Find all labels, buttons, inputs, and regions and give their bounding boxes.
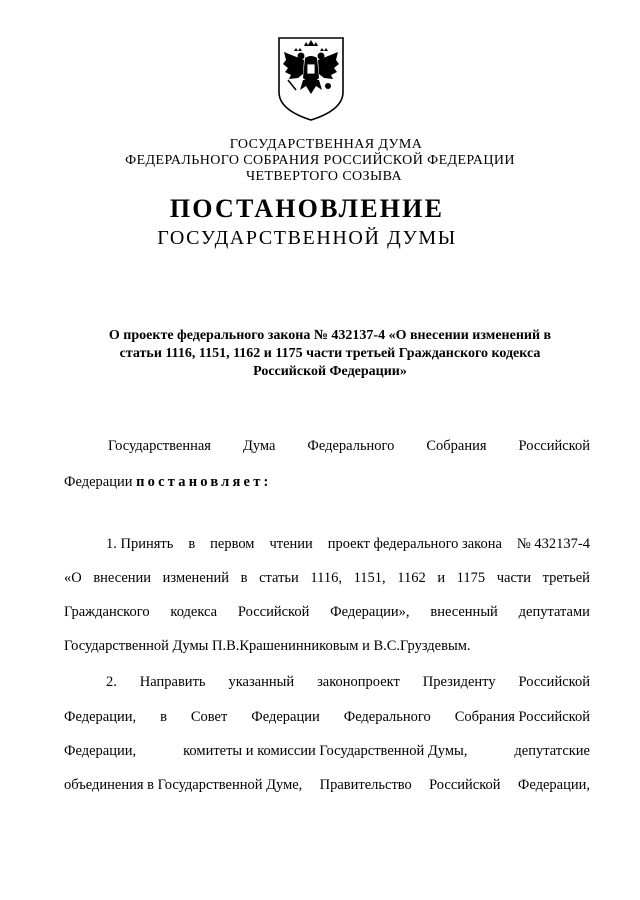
word: части bbox=[496, 570, 531, 586]
word: депутатские bbox=[514, 743, 590, 759]
item-1-line-1 bbox=[106, 535, 590, 553]
bill-title bbox=[60, 327, 600, 381]
word: объединения в Государственной Думе, bbox=[64, 777, 303, 793]
item-2-line-1 bbox=[106, 673, 590, 691]
word: Собрания Российской bbox=[454, 709, 590, 725]
preamble-line-2 bbox=[64, 473, 272, 491]
word: в bbox=[188, 536, 196, 552]
item-2-line-4 bbox=[64, 776, 590, 794]
word: 2. bbox=[106, 674, 117, 690]
bill-title-line: О проекте федерального закона № 432137-4 «О внесении изменений в bbox=[108, 328, 552, 343]
word: 1162 bbox=[397, 570, 426, 586]
item-2-line-3 bbox=[64, 742, 590, 760]
word: Российской bbox=[429, 777, 501, 793]
resolves-word: постановляет: bbox=[136, 474, 272, 490]
item-1-line-4: Государственной Думы П.В.Крашенинниковым и В.С.Груздевым. bbox=[64, 638, 471, 654]
word: Федерации, bbox=[517, 777, 590, 793]
word: Российской bbox=[518, 438, 590, 454]
word: депутатами bbox=[518, 604, 590, 620]
word: и bbox=[437, 570, 446, 586]
word: Федерации, bbox=[64, 709, 137, 725]
word: Федерации bbox=[251, 709, 320, 725]
document-subtitle: ГОСУДАРСТВЕННОЙ ДУМЫ bbox=[157, 227, 457, 249]
word: 1. Принять bbox=[106, 536, 174, 552]
word: Российской bbox=[518, 674, 590, 690]
org-name-line-1: ГОСУДАРСТВЕННАЯ ДУМА bbox=[229, 137, 423, 152]
word: Федерации», bbox=[330, 604, 410, 620]
word: Совет bbox=[190, 709, 228, 725]
word: Федерального bbox=[343, 709, 431, 725]
word: Собрания bbox=[426, 438, 487, 454]
bill-title-line: статьи 1116, 1151, 1162 и 1175 части третьей Гражданского кодекса bbox=[119, 346, 541, 361]
word: Российской bbox=[237, 604, 310, 620]
word: статьи bbox=[259, 570, 299, 586]
word: Федерального bbox=[307, 438, 395, 454]
word: чтении bbox=[269, 536, 313, 552]
word: внесении bbox=[93, 570, 152, 586]
word: Направить bbox=[139, 674, 206, 690]
word: № 432137-4 bbox=[516, 536, 590, 552]
word: Правительство bbox=[319, 777, 412, 793]
convocation-line: ЧЕТВЕРТОГО СОЗЫВА bbox=[246, 169, 402, 184]
document-title: ПОСТАНОВЛЕНИЕ bbox=[169, 194, 445, 223]
word: Дума bbox=[242, 438, 276, 454]
word: изменений bbox=[162, 570, 230, 586]
russian-coat-of-arms-icon bbox=[276, 34, 346, 122]
bill-title-line: Российской Федерации» bbox=[253, 364, 407, 379]
word: Государственная bbox=[108, 438, 211, 454]
word: в bbox=[160, 709, 167, 725]
org-name-line-2: ФЕДЕРАЛЬНОГО СОБРАНИЯ РОССИЙСКОЙ ФЕДЕРАЦИИ bbox=[125, 153, 515, 168]
word: внесенный bbox=[430, 604, 498, 620]
word: проект федерального закона bbox=[327, 536, 502, 552]
word: первом bbox=[210, 536, 255, 552]
word: в bbox=[240, 570, 248, 586]
item-1-line-2 bbox=[64, 569, 590, 587]
word: Президенту bbox=[422, 674, 496, 690]
word: Федерации, bbox=[64, 743, 137, 759]
preamble-line-1 bbox=[108, 437, 590, 455]
item-1-line-3 bbox=[64, 603, 590, 621]
word: указанный bbox=[228, 674, 295, 690]
item-2-line-2 bbox=[64, 708, 590, 726]
word: кодекса bbox=[170, 604, 218, 620]
word: «О bbox=[64, 570, 82, 586]
word: 1175 bbox=[456, 570, 486, 586]
word: Гражданского bbox=[64, 604, 150, 620]
word: 1116, bbox=[310, 570, 342, 586]
word: третьей bbox=[542, 570, 590, 586]
word: Федерации bbox=[64, 474, 133, 490]
word: законопроект bbox=[317, 674, 400, 690]
word: 1151, bbox=[353, 570, 386, 586]
word: комитеты и комиссии Государственной Думы, bbox=[183, 743, 468, 759]
